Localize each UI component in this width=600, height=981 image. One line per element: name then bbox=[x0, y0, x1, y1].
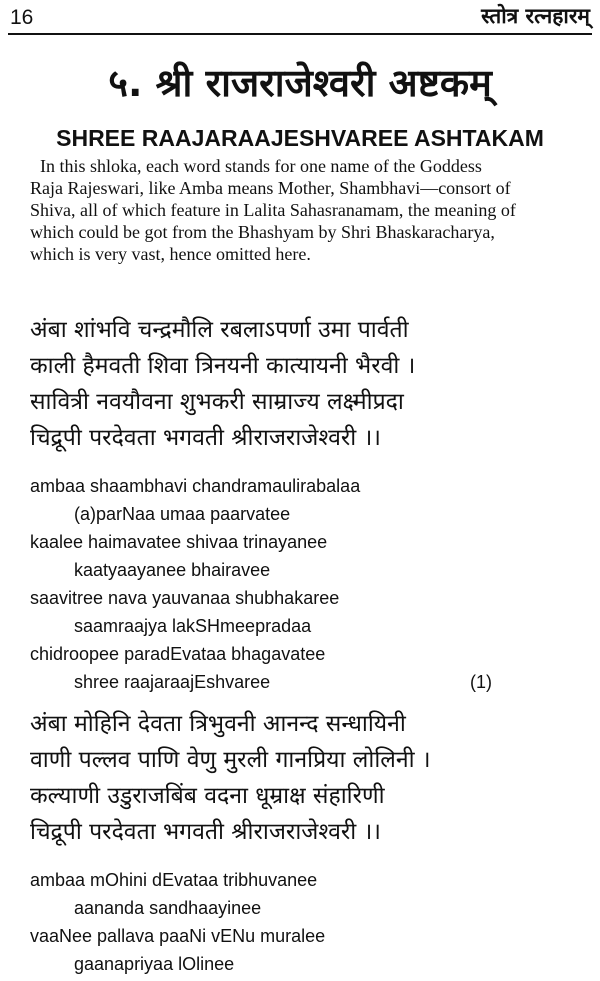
translit-line: kaalee haimavatee shivaa trinayanee bbox=[30, 532, 328, 552]
translit-line: vaaNee pallava paaNi vENu muralee bbox=[30, 926, 326, 946]
translit-line: shree raajaraajEshvaree bbox=[74, 672, 271, 692]
translit-line: saamraajya lakSHmeepradaa bbox=[74, 616, 312, 636]
verse-2-devanagari bbox=[30, 706, 590, 850]
intro-line: which could be got from the Bhashyam by Shri Bhaskaracharya, bbox=[30, 222, 495, 242]
verse-line: वाणी पल्लव पाणि वेणु मुरली गानप्रिया लोलिनी । bbox=[30, 747, 431, 773]
translit-line: kaatyaayanee bhairavee bbox=[74, 560, 271, 580]
translit-line: aananda sandhaayinee bbox=[74, 898, 262, 918]
translit-line-with-number bbox=[30, 668, 590, 696]
running-title: स्तोत्र रत्नहारम् bbox=[481, 4, 590, 28]
verse-line: अंबा शांभवि चन्द्रमौलि रबलाऽपर्णा उमा पार्वती bbox=[30, 317, 409, 343]
verse-1-transliteration bbox=[30, 472, 590, 696]
verse-line: सावित्री नवयौवना शुभकरी साम्राज्य लक्ष्मीप्रदा bbox=[30, 389, 404, 415]
verse-1-devanagari bbox=[30, 312, 590, 456]
verse-line: कल्याणी उडुराजबिंब वदना धूम्राक्ष संहारिणी bbox=[30, 783, 385, 809]
english-title: SHREE RAAJARAAJESHVAREE ASHTAKAM bbox=[56, 125, 544, 151]
verse-number: (1) bbox=[470, 672, 492, 692]
translit-line: gaanapriyaa lOlinee bbox=[74, 954, 235, 974]
intro-line: Shiva, all of which feature in Lalita Sahasranamam, the meaning of bbox=[30, 200, 516, 220]
intro-line: which is very vast, hence omitted here. bbox=[30, 244, 311, 264]
intro-line: In this shloka, each word stands for one name of the Goddess bbox=[40, 156, 482, 176]
verse-line: चिद्रूपी परदेवता भगवती श्रीराजराजेश्वरी ।। bbox=[30, 425, 382, 451]
verse-line: चिद्रूपी परदेवता भगवती श्रीराजराजेश्वरी ।। bbox=[30, 819, 382, 845]
verse-line: काली हैमवती शिवा त्रिनयनी कात्यायनी भैरवी । bbox=[30, 353, 416, 379]
header-rule bbox=[8, 33, 592, 35]
translit-line: ambaa mOhini dEvataa tribhuvanee bbox=[30, 870, 318, 890]
devanagari-title: ५. श्री राजराजेश्वरी अष्टकम् bbox=[108, 61, 492, 105]
translit-line: (a)parNaa umaa paarvatee bbox=[74, 504, 291, 524]
translit-line: chidroopee paradEvataa bhagavatee bbox=[30, 644, 326, 664]
translit-line: saavitree nava yauvanaa shubhakaree bbox=[30, 588, 340, 608]
page-header bbox=[0, 0, 600, 38]
verse-2-transliteration bbox=[30, 866, 590, 978]
translit-line: ambaa shaambhavi chandramaulirabalaa bbox=[30, 476, 361, 496]
verse-line: अंबा मोहिनि देवता त्रिभुवनी आनन्द सन्धायिनी bbox=[30, 711, 406, 737]
intro-paragraph bbox=[30, 155, 590, 265]
intro-line: Raja Rajeswari, like Amba means Mother, Shambhavi—consort of bbox=[30, 178, 511, 198]
page-number: 16 bbox=[10, 6, 34, 29]
